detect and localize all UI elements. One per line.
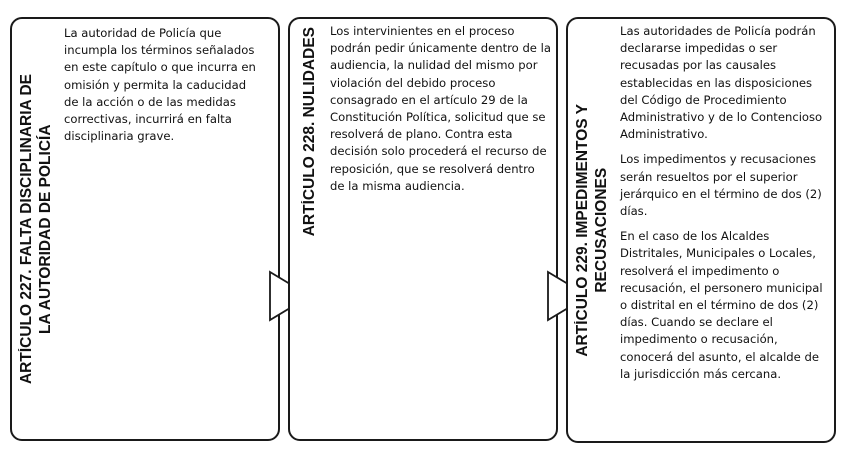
article-228-title: ARTÍCULO 228. NULIDADES [300,26,318,237]
article-227-text [64,25,264,153]
article-229-paragraph-3: En el caso de los Alcaldes Distritales, Municipales o Locales, resolverá el impedimento o recusación, el personero municipal o distrital en el término de dos (2) días. Cuando se declare el impedimento o recusación, conocerá del asunto, el alcalde de la jurisdicción más cercana. [620,229,823,381]
article-227-panel [10,17,280,441]
article-229-panel [566,17,836,443]
article-229-paragraph-2: Los impedimentos y recusaciones serán resueltos por el superior jerárquico en el término de dos (2) días. [620,152,822,219]
article-229-title: ARTÍCULO 229. IMPEDIMENTOS Y RECUSACIONES [574,103,610,357]
article-227-title-band [12,19,60,439]
article-227-title: ARTÍCULO 227. FALTA DISCIPLINARIA DE LA AUTORIDAD DE POLICÍA [18,73,54,384]
article-229-text [620,23,825,391]
article-228-title-band [294,19,324,244]
article-228-text [330,23,552,203]
article-228-paragraph: Los intervinientes en el proceso podrán pedir únicamente dentro de la audiencia, la nulidad del mismo por violación del debido proceso consagrado en el artículo 29 de la Constitución Política, solicitud que se resolverá de plano. Contra esta decisión solo procederá el recurso de reposición, que se resolverá dentro de la misma audiencia. [330,24,551,193]
article-229-paragraph-1: Las autoridades de Policía podrán declararse impedidas o ser recusadas por las causales establecidas en las disposiciones del Código de Procedimiento Administrativo y de lo Contencioso Administrativo. [620,24,823,142]
article-227-paragraph: La autoridad de Policía que incumpla los términos señalados en este capítulo o que incurra en omisión y permita la caducidad de la acción o de las medidas correctivas, incurrirá en falta disciplinaria grave. [64,26,256,144]
article-229-title-band [568,19,616,441]
article-228-panel [288,17,558,441]
